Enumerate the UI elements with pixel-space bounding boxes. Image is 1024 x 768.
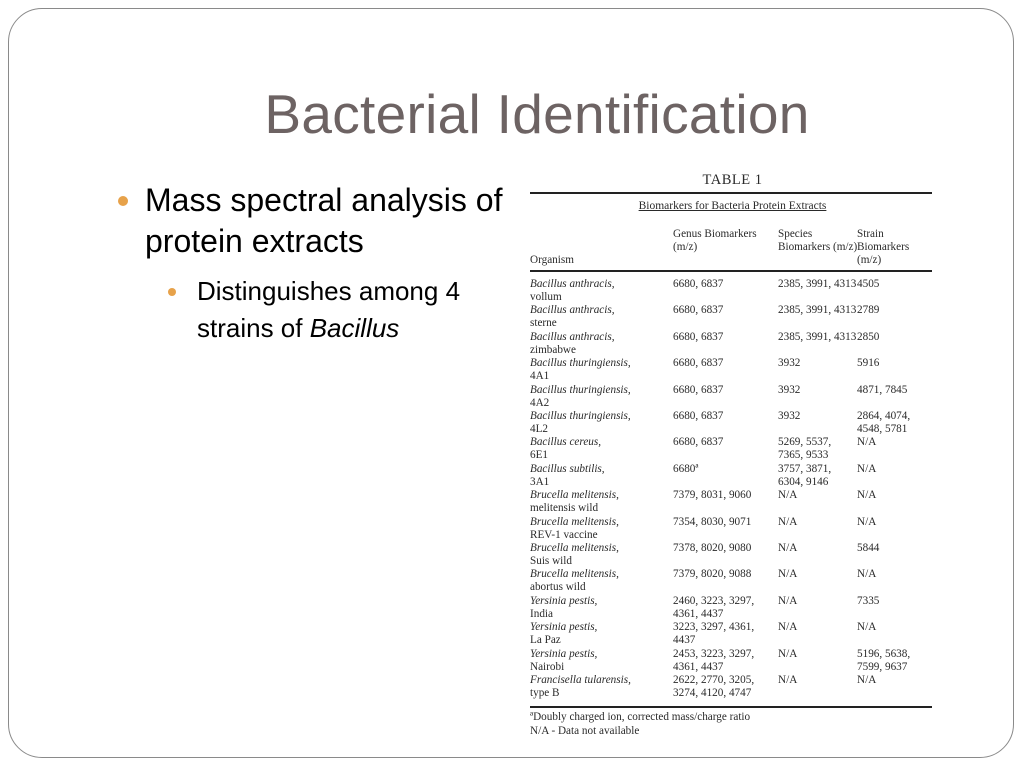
genus-cell: 6680, 6837 xyxy=(673,304,724,317)
organism-name: Bacillus thuringiensis, xyxy=(530,357,631,370)
organism-name: Brucella melitensis, xyxy=(530,489,619,502)
strain-cell: 2864, 4074, 4548, 5781 xyxy=(857,410,911,435)
bullet-text: Mass spectral analysis of protein extracts xyxy=(145,182,503,259)
genus-cell: 6680, 6837 xyxy=(673,357,724,370)
organism-name: Bacillus anthracis, xyxy=(530,304,615,317)
genus-cell: 3223, 3297, 4361, 4437 xyxy=(673,621,755,647)
species-cell: N/A xyxy=(778,542,798,554)
organism-strain: REV-1 vaccine xyxy=(530,528,598,541)
species-cell: 3757, 3871, 6304, 9146 xyxy=(778,462,832,488)
strain-cell: 4505 xyxy=(857,278,880,290)
genus-cell: 7379, 8031, 9060 xyxy=(673,489,752,502)
table-top-rule xyxy=(530,192,932,194)
organism-strain: 3A1 xyxy=(530,475,550,488)
genus-cell: 7378, 8020, 9080 xyxy=(673,542,752,554)
genus-cell: 2453, 3223, 3297, 4361, 4437 xyxy=(673,647,755,673)
strain-cell: N/A xyxy=(857,515,877,528)
genus-cell: 6680, 6837 xyxy=(673,436,724,449)
bullet-list xyxy=(118,180,518,347)
header-genus: Genus Biomarkers (m/z) xyxy=(673,228,757,253)
species-cell: 3932 xyxy=(778,410,801,422)
species-cell: N/A xyxy=(778,489,798,502)
strain-cell: N/A xyxy=(857,674,877,686)
organism-name: Yersinia pestis, xyxy=(530,621,598,634)
species-cell: N/A xyxy=(778,647,798,660)
sub-bullet-dot-icon xyxy=(168,288,176,296)
organism-cell xyxy=(530,304,670,330)
species-cell: N/A xyxy=(778,515,798,528)
strain-cell: N/A xyxy=(857,462,877,475)
organism-strain: type B xyxy=(530,687,560,699)
organism-cell xyxy=(530,489,670,515)
organism-cell xyxy=(530,463,670,489)
bullet-level-2 xyxy=(168,273,518,347)
organism-strain: abortus wild xyxy=(530,581,586,594)
strain-cell: 2789 xyxy=(857,304,880,317)
species-cell: 2385, 3991, 4313 xyxy=(778,304,857,317)
species-cell: N/A xyxy=(778,568,798,581)
organism-cell xyxy=(530,674,670,700)
strain-cell: 5844 xyxy=(857,542,880,554)
strain-cell: N/A xyxy=(857,436,877,449)
organism-cell xyxy=(530,516,670,542)
organism-name: Bacillus subtilis, xyxy=(530,462,605,475)
genus-cell: 6680, 6837 xyxy=(673,383,724,396)
organism-strain: 6E1 xyxy=(530,449,549,462)
table-bottom-rule xyxy=(530,706,932,708)
table-subtitle: Biomarkers for Bacteria Protein Extracts xyxy=(638,200,827,212)
genus-cell: 6680ª xyxy=(673,462,699,475)
sub-bullet-text: Distinguishes among 4 strains of xyxy=(197,276,461,343)
strain-cell: 4871, 7845 xyxy=(857,383,908,396)
table-caption: TABLE 1 xyxy=(702,172,763,188)
organism-cell xyxy=(530,595,670,621)
organism-strain: 4L2 xyxy=(530,423,549,435)
organism-name: Bacillus thuringiensis, xyxy=(530,383,631,396)
organism-strain: sterne xyxy=(530,317,557,330)
strain-cell: 7335 xyxy=(857,594,880,607)
biomarker-table xyxy=(520,168,940,743)
header-species: Species Biomarkers (m/z) xyxy=(778,228,858,253)
organism-name: Bacillus anthracis, xyxy=(530,330,615,343)
organism-strain: zimbabwe xyxy=(530,343,576,356)
organism-name: Brucella melitensis, xyxy=(530,568,619,581)
organism-name: Bacillus thuringiensis, xyxy=(530,410,631,422)
organism-name: Francisella tularensis, xyxy=(530,674,631,686)
bullet-dot-icon xyxy=(118,196,128,206)
genus-cell: 7354, 8030, 9071 xyxy=(673,515,752,528)
table-footnote: ªDoubly charged ion, corrected mass/charge ratio xyxy=(530,711,751,724)
table-header-rule xyxy=(530,270,932,272)
organism-cell xyxy=(530,542,670,568)
organism-name: Brucella melitensis, xyxy=(530,515,619,528)
organism-strain: 4A2 xyxy=(530,396,550,409)
genus-cell: 6680, 6837 xyxy=(673,330,724,343)
organism-cell xyxy=(530,357,670,383)
table-footnote: N/A - Data not available xyxy=(530,725,640,738)
strain-cell: 5916 xyxy=(857,357,880,370)
strain-cell: N/A xyxy=(857,489,877,502)
strain-cell: N/A xyxy=(857,621,877,634)
species-cell: 2385, 3991, 4313 xyxy=(778,330,857,343)
organism-name: Bacillus anthracis, xyxy=(530,278,615,290)
organism-cell xyxy=(530,648,670,674)
species-cell: 3932 xyxy=(778,357,801,370)
organism-strain: vollum xyxy=(530,291,562,303)
organism-cell xyxy=(530,568,670,594)
bullet-level-1 xyxy=(118,180,518,262)
organism-name: Bacillus cereus, xyxy=(530,436,602,449)
sub-bullet-italic: Bacillus xyxy=(309,313,400,343)
strain-cell: 2850 xyxy=(857,330,880,343)
genus-cell: 6680, 6837 xyxy=(673,278,724,290)
organism-cell xyxy=(530,384,670,410)
organism-strain: Nairobi xyxy=(530,660,565,673)
header-strain: Strain Biomarkers (m/z) xyxy=(857,228,910,266)
organism-strain: India xyxy=(530,607,553,620)
organism-cell xyxy=(530,410,670,436)
slide-title: Bacterial Identification xyxy=(264,83,810,145)
species-cell: 2385, 3991, 4313 xyxy=(778,278,857,290)
genus-cell: 7379, 8020, 9088 xyxy=(673,568,752,581)
strain-cell: N/A xyxy=(857,568,877,581)
species-cell: 3932 xyxy=(778,383,801,396)
organism-strain: Suis wild xyxy=(530,555,572,567)
genus-cell: 2460, 3223, 3297, 4361, 4437 xyxy=(673,594,755,620)
organism-strain: 4A1 xyxy=(530,370,550,383)
organism-strain: melitensis wild xyxy=(530,502,599,515)
genus-cell: 2622, 2770, 3205, 3274, 4120, 4747 xyxy=(673,674,755,699)
organism-strain: La Paz xyxy=(530,634,561,647)
organism-cell xyxy=(530,278,670,304)
header-organism: Organism xyxy=(530,254,574,266)
organism-cell xyxy=(530,436,670,462)
genus-cell: 6680, 6837 xyxy=(673,410,724,422)
organism-name: Brucella melitensis, xyxy=(530,542,619,554)
organism-name: Yersinia pestis, xyxy=(530,594,598,607)
species-cell: 5269, 5537, 7365, 9533 xyxy=(778,436,832,462)
organism-cell xyxy=(530,331,670,357)
species-cell: N/A xyxy=(778,621,798,634)
species-cell: N/A xyxy=(778,594,798,607)
organism-cell xyxy=(530,621,670,647)
species-cell: N/A xyxy=(778,674,798,686)
strain-cell: 5196, 5638, 7599, 9637 xyxy=(857,647,911,673)
organism-name: Yersinia pestis, xyxy=(530,647,598,660)
